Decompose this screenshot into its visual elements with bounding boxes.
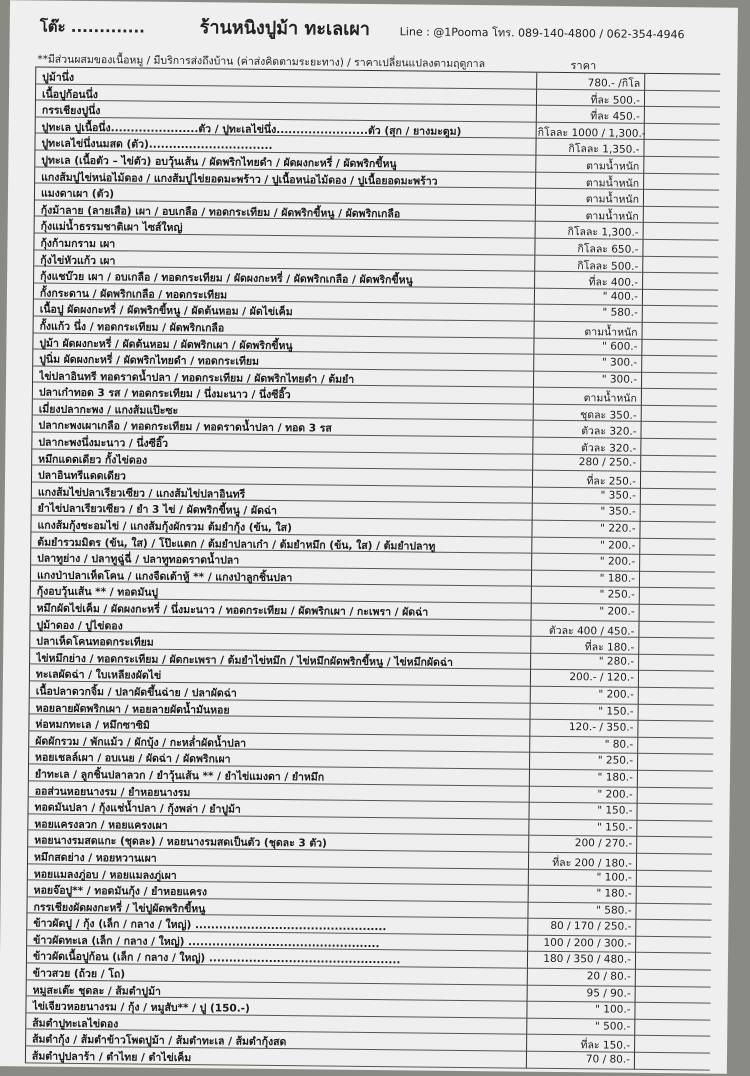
menu-item-price: 80 / 170 / 250.- bbox=[550, 920, 632, 934]
menu-item-name: ข้าวสวย (ถ้วย / โถ) bbox=[32, 967, 126, 981]
menu-item-name: ข้าวผัดปู / กุ้ง (เล็ก / กลาง / ใหญ่) ................................................ bbox=[33, 917, 387, 934]
menu-item-price: " 580.- bbox=[596, 904, 632, 917]
menu-item-price: 95 / 90.- bbox=[586, 986, 631, 1000]
menu-item-name: หอยแมลงภู่อบ / หอยแมลงภู่เผา bbox=[33, 867, 177, 882]
menu-item-price: " 180.- bbox=[596, 887, 632, 900]
menu-item-name: กุ้งแชบ๊วย เผา / อบเกลือ / ทอดกระเทียม / ผัดผงกะหรี่ / ผัดพริกเกลือ / ผัดพริกขี้หนู bbox=[40, 270, 413, 287]
menu-item-name: ข้าวผัดทะเล (เล็ก / กลาง / ใหญ่) ................................................ bbox=[33, 934, 380, 950]
menu-item-name: ปลาทูย่าง / ปลาทูฉู่ฉี่ / ปลาทูทอดราดน้ำปลา bbox=[37, 552, 240, 567]
menu-item-price: ตามน้ำหนัก bbox=[585, 209, 639, 223]
menu-item-price: " 150.- bbox=[596, 821, 633, 834]
menu-item-name: ทอดมันปลา / กุ้งแช่น้ำปลา / กุ้งพล่า / ยำปูม้า bbox=[34, 801, 241, 816]
menu-item-name: ไข่ปลาอินทรี ทอดราดน้ำปลา / ทอดกระเทียม / ผัดพริกไทยดำ / ต้มยำ bbox=[39, 370, 355, 386]
menu-item-price: " 150.- bbox=[597, 804, 633, 817]
menu-item-name: หอยจ๊อปู** / ทอดมันกุ้ง / ยำหอยแครง bbox=[33, 884, 208, 899]
menu-item-price: กิโลละ 500.- bbox=[577, 259, 639, 273]
menu-item-name: เมี่ยงปลากะพง / แกงส้มแป๊ะซะ bbox=[38, 403, 179, 417]
menu-item-name: ปูทะเล (เนื้อตัว – ไข่ตัว) อบวุ้นเส้น / ผัดพริกไทยดำ / ผัดผงกะหรี่ / ผัดพริกขี้หนู bbox=[41, 154, 397, 171]
menu-item-price: ที่ละ 400.- bbox=[588, 276, 639, 289]
menu-item-name: ปลากะพงเผาเกลือ / ทอดกระเทียม / ทอดราดน้ำปลา / ทอด 3 รส bbox=[38, 419, 332, 436]
menu-item-price: " 200.- bbox=[599, 555, 636, 568]
menu-item-price: " 350.- bbox=[600, 505, 636, 519]
menu-item-price: " 350.- bbox=[600, 489, 636, 502]
menu-item-price: " 80.- bbox=[604, 738, 634, 751]
menu-item-price: กิโลละ 1,350.- bbox=[568, 143, 640, 157]
menu-table bbox=[25, 66, 720, 1070]
menu-item-name: ข้าวผัดเนื้อปูก้อน (เล็ก / กลาง / ใหญ่) ................................................ bbox=[32, 950, 401, 967]
menu-item-price: ตามน้ำหนัก bbox=[585, 176, 640, 190]
menu-item-price: " 300.- bbox=[601, 356, 638, 369]
menu-item-name: กรรเชียงผัดผงกะหรี่ / ไข่ปูผัดพริกขี้หนู bbox=[33, 901, 206, 915]
menu-item-name: ปลากะพงนึ่งมะนาว / นึ่งซีอิ๊ว bbox=[38, 436, 169, 450]
menu-item-name: ผัดผักรวม / พักแม้ว / ผักบุ้ง / กะหล่ำผัดน้ำปลา bbox=[35, 735, 247, 750]
menu-item-price: ตัวละ 320.- bbox=[580, 442, 637, 455]
menu-item-name: หมึกแดดเดียว กั้งไข่ดอง bbox=[38, 453, 148, 467]
menu-item-name: ไข่เจียวหอยนางรม / กุ้ง / หมูสับ** / ปู (150.-) bbox=[32, 1000, 250, 1016]
menu-item-name: เนื้อปลาดวกจิ้ม / ปลาผัดขึ้นฉ่าย / ปลาผัดฉ่า bbox=[35, 685, 237, 700]
menu-item-price: 100 / 200 / 300.- bbox=[543, 936, 632, 950]
menu-item-price: ตามน้ำหนัก bbox=[584, 326, 638, 339]
menu-item-name: กรรเชียงปูนึ่ง bbox=[41, 104, 101, 118]
menu-item-name: แกงส้มไข่ปลาเรียวเซียว / แกงส้มไข่ปลาอินทรี bbox=[37, 486, 246, 501]
menu-item-price: 180 / 350 / 480.- bbox=[543, 953, 632, 967]
menu-item-name: แกงส้มกุ้งชะอมไข่ / แกงส้มกุ้งผักรวม ต้มยำกุ้ง (ข้น, ใส) bbox=[37, 519, 292, 535]
menu-notice: **มีส่วนผสมของเนื้อหมู / มีบริการส่งถึงบ้าน (ค่าส่งคิดตามระยะทาง) / ราคาเปลี่ยนแปลงตามฤดูกาล bbox=[37, 53, 486, 71]
menu-item-name: ปูนิ่ม ผัดผงกะหรี่ / ผัดพริกไทยดำ / ทอดกระเทียม bbox=[39, 353, 260, 368]
menu-item-price: ตัวละ 400 / 450.- bbox=[548, 624, 635, 638]
menu-item-name: ส้มตำปูทะเลไข่ดอง bbox=[32, 1017, 119, 1031]
menu-item-price: ที่ละ 150.- bbox=[580, 1039, 631, 1053]
menu-item-name: หมึกสดย่าง / หอยหวานเผา bbox=[33, 851, 157, 865]
menu-item-price: ที่ละ 500.- bbox=[590, 93, 641, 107]
menu-item-name: ปลาเห็ดโคนทอดกระเทียม bbox=[36, 635, 154, 649]
menu-item-name: กุ้งแม่น้ำธรรมชาติเผา ไซส์ใหญ่ bbox=[40, 220, 183, 235]
menu-item-price: " 600.- bbox=[602, 339, 638, 353]
menu-item-price: ที่ละ 250.- bbox=[586, 475, 637, 489]
shop-name: ร้านหนิงปูม้า ทะเลเผา bbox=[199, 17, 371, 40]
menu-item-name: แมงดาเผา (ตัว) bbox=[40, 187, 115, 201]
menu-item-name: แกงป่าปลาเห็ดโคน / แกงจืดเต้าหู้ ** / แกงป่าลูกชิ้นปลา bbox=[36, 569, 293, 584]
menu-item-name: หมึกผัดไข่เค็ม / ผัดผงกะหรี่ / นึ่งมะนาว / ทอดกระเทียม / ผัดพริกเผา / กะเพรา / ผัดฉ่า bbox=[36, 602, 429, 619]
menu-item-name: ปลาอินทรีแดดเดียว bbox=[37, 469, 127, 483]
menu-item-price: ตามน้ำหนัก bbox=[586, 160, 640, 173]
menu-item-price: " 280.- bbox=[598, 655, 635, 668]
menu-item-name: ห่อหมกทะเล / หมึกซาซิมิ bbox=[35, 718, 150, 732]
menu-item-price: ตามน้ำหนัก bbox=[585, 193, 640, 206]
menu-item-price: " 100.- bbox=[595, 1003, 631, 1016]
menu-item-price: 200 / 270.- bbox=[574, 837, 633, 851]
menu-item-name: ไข่หมึกย่าง / ทอดกระเทียม / ผัดกะเพรา / ต้มยำไข่หมึก / ไข่หมึกผัดพริกขี้หนู / ไข่หมึกผัดฉ่า bbox=[36, 652, 453, 669]
menu-item-price: " 250.- bbox=[599, 588, 635, 602]
menu-item-name: ออส่วนหอยนางรม / ยำหอยนางรม bbox=[34, 785, 191, 799]
menu-item-price: " 580.- bbox=[602, 306, 638, 320]
menu-item-price: ตามน้ำหนัก bbox=[583, 392, 637, 406]
menu-item-name: ปูทะเลไข่นึ่งนมสด (ตัว)............................... bbox=[41, 137, 273, 153]
menu-item-name: ยำไข่ปลาเรียวเซียว / ยำ 3 ไข่ / ผัดพริกขี้หนู / ผัดฉ่า bbox=[37, 502, 278, 518]
menu-item-name: หอยนางรมสดแกะ (ชุดละ) / หอยนางรมสดเป็นตัว (ชุดละ 3 ตัว) bbox=[34, 834, 327, 850]
menu-item-price: " 200.- bbox=[597, 787, 633, 801]
menu-item-price: กิโลละ 1000 / 1,300.- bbox=[537, 126, 646, 140]
menu-item-price: " 220.- bbox=[600, 522, 636, 535]
price-column-header: ราคา bbox=[570, 59, 597, 73]
menu-item-name: กั้งแก้ว นึ่ง / ทอดกระเทียม / ผัดพริกเกลือ bbox=[39, 320, 225, 335]
menu-item-price: 780.- /กิโล bbox=[587, 77, 641, 90]
menu-item-price: ที่ละ 200 / 180.- bbox=[552, 856, 633, 870]
menu-item-price: 20 / 80.- bbox=[586, 970, 631, 983]
menu-item-name: ปลาเก๋าทอด 3 รส / ทอดกระเทียม / นึ่งมะนาว / นึ่งซีอิ๊ว bbox=[38, 386, 291, 402]
menu-item-name: ปูม้านึ่ง bbox=[42, 71, 75, 84]
menu-item-price: " 300.- bbox=[601, 373, 638, 386]
menu-item-price: ชุดละ 350.- bbox=[580, 409, 637, 422]
menu-item-name: ต้มยำรวมมิตร (ข้น, ใส) / โป๊ะแตก / ต้มยำปลาเก๋า / ต้มยำหมึก (ข้น, ใส) / ต้มยำปลาทู bbox=[37, 536, 436, 553]
menu-item-name: หมูสะเต๊ะ ชุดละ / ส้มตำปูม้า bbox=[32, 984, 162, 998]
menu-item-name: หอยเชลล์เผา / อบเนย / ผัดฉ่า / ผัดพริกเผา bbox=[35, 751, 231, 766]
menu-item-name: ส้มตำปูปลาร้า / ตำไทย / ตำไข่เค็ม bbox=[31, 1050, 192, 1065]
menu-item-name: เนื้อปู ผัดผงกะหรี่ / ผัดพริกขี้หนู / ผัดต้นหอม / ผัดไข่เค็ม bbox=[39, 303, 293, 319]
menu-item-name: หอยแครงลวก / หอยแครงเผา bbox=[34, 818, 168, 832]
menu-item-name: กุ้งก้ามกราม เผา bbox=[40, 237, 116, 251]
menu-item-name: ปูม้า ผัดผงกะหรี่ / ผัดต้นหอม / ผัดพริกเผา / ผัดพริกขี้หนู bbox=[39, 337, 293, 352]
menu-item-price: " 500.- bbox=[594, 1020, 631, 1033]
menu-item-price: 120.- / 350.- bbox=[568, 721, 634, 734]
menu-item-price: " 150.- bbox=[598, 704, 634, 718]
menu-item-name: แกงส้มปูไข่หน่อไม้ดอง / แกงส้มปูไข่ยอดมะพร้าว / ปูเนื้อหน่อไม้ดอง / ปูเนื้อยอดมะพร้าว bbox=[41, 171, 438, 188]
menu-item-price: " 100.- bbox=[596, 870, 632, 884]
menu-item-price: " 180.- bbox=[599, 572, 636, 585]
menu-item-price: กิโลละ 650.- bbox=[577, 243, 639, 256]
menu-item-price: 200.- / 120.- bbox=[569, 671, 635, 685]
menu-item-price: ที่ละ 180.- bbox=[584, 641, 635, 654]
menu-item-name: ส้มตำกุ้ง / ส้มตำข้าวโพดปูม้า / ส้มตำทะเล / ส้มตำกุ้งสด bbox=[32, 1033, 287, 1049]
menu-item-name: ปูม้าดอง / ปูไข่ดอง bbox=[36, 619, 123, 632]
menu-item-price: " 200.- bbox=[598, 688, 634, 701]
menu-item-price: 70 / 80.- bbox=[585, 1053, 631, 1066]
menu-item-price: " 200.- bbox=[599, 539, 636, 552]
menu-item-name: เนื้อปูก้อนนึ่ง bbox=[41, 88, 98, 101]
table-number-label: โต๊ะ ............. bbox=[39, 17, 145, 37]
menu-item-price: " 400.- bbox=[602, 290, 639, 303]
menu-item-name: หอยลายผัดพริกเผา / หอยลายผัดน้ำมันหอย bbox=[35, 702, 230, 717]
menu-item-name: กุ้งม้าลาย (ลายเสือ) เผา / อบเกลือ / ทอดกระเทียม / ผัดพริกขี้หนู / ผัดพริกเกลือ bbox=[40, 204, 401, 221]
menu-item-price: 280 / 250.- bbox=[578, 455, 637, 469]
menu-item-price: " 200.- bbox=[599, 605, 635, 618]
menu-item-name: ยำทะเล / ลูกชิ้นปลาลวก / ยำวุ้นเส้น ** / ยำไข่แมงดา / ยำหมึก bbox=[34, 768, 325, 784]
menu-item-price: ที่ละ 450.- bbox=[590, 110, 640, 123]
contact-info: Line : @1Pooma โทร. 089-140-4800 / 062-354-4946 bbox=[399, 25, 685, 42]
menu-item-name: ทะเลผัดฉ่า / ใบเหลียงผัดไข่ bbox=[35, 668, 162, 683]
menu-item-price: กิโลละ 1,300.- bbox=[567, 226, 639, 240]
menu-item-name: กุ้งไข่หัวแก้ว เผา bbox=[40, 254, 116, 267]
menu-item-name: ปูทะเล ปูเนื้อนึ่ง......................ตัว / ปูทะเลไข่นึ่ง.......................ตัว (สุก / ยางมะตูม) bbox=[41, 121, 462, 138]
menu-item-price: ตัวละ 320.- bbox=[581, 425, 637, 439]
menu-item-name: กุ้งอบวุ้นเส้น ** / ทอดมันปู bbox=[36, 585, 159, 600]
menu-item-name: กั้งกระดาน / ผัดพริกเกลือ / ทอดกระเทียม bbox=[39, 287, 228, 302]
menu-item-price: " 180.- bbox=[597, 771, 633, 784]
menu-header bbox=[9, 0, 737, 58]
menu-item-price: " 250.- bbox=[597, 754, 634, 768]
